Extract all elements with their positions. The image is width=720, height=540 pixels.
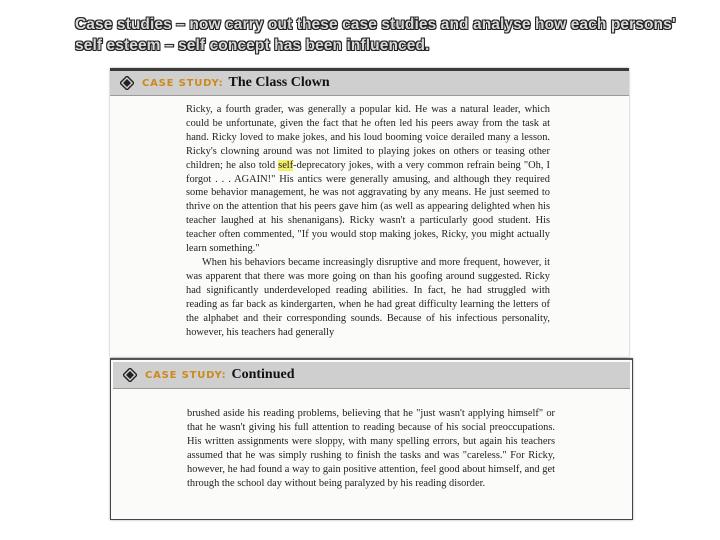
- slide-title: Case studies – now carry out these case studies and analyse how each persons' self esteem – self concept has been influenced.: [75, 16, 676, 54]
- body-paragraph: brushed aside his reading problems, believing that he "just wasn't applying himself" or that he wasn't giving his full attention to reading because of his social preoccupations. His written assignments were sloppy, with many spelling errors, but again his teachers assumed that he was simply rushing to finish the tasks and was "careless." For Ricky, however, he had found a way to gain positive attention, feel good about himself, and get through the school day without being paralyzed by his reading disorder.: [187, 408, 555, 489]
- body-text-run: -deprecatory jokes, with a very common refrain being "Oh, I forgot . . . AGAIN!" His antics were generally amusing, and although they required some behavior management, he was not aggravating by any means. He just seemed to thrive on the attention that his peers gave him (as well as appearing delighted when his teacher laughed at his shenanigans). Ricky wasn't a particularly good student. His teacher often commented, "If you would stop making jokes, Ricky, you might actually learn something.": [186, 159, 551, 255]
- case-study-header: [110, 71, 629, 96]
- diamond-arrow-icon: [123, 368, 137, 382]
- body-text-run: Ricky, a fourth grader, was generally a popular kid. He was a natural leader, which could be unfortunate, given the fact that he often led his peers away from the task at hand. Ricky loved to make jokes, and his loud booming voice derailed many a lesson. Ricky's clowning around was not limited to playing jokes on others or teasing other children; he also told: [186, 104, 550, 171]
- case-study-label: CASE STUDY:: [145, 369, 227, 381]
- case-study-header: [113, 362, 630, 389]
- body-paragraph: [186, 103, 550, 256]
- diamond-arrow-icon: [120, 76, 134, 90]
- case-study-body: [187, 407, 555, 490]
- case-study-title: The Class Clown: [228, 75, 330, 90]
- case-study-scan-1: [110, 68, 629, 357]
- case-study-scan-2: [110, 358, 633, 520]
- body-paragraph: When his behaviors became increasingly disruptive and more frequent, however, it was apparent that there was more going on than his goofing around suggested. Ricky had significantly underdeveloped reading abilities. In fact, he had struggled with reading as far back as kindergarten, when he had great difficulty learning the letters of the alphabet and their corresponding sounds. Because of his infectious personality, however, his teachers had generally: [186, 256, 550, 338]
- case-study-title: Continued: [231, 367, 295, 382]
- case-study-body: [186, 103, 550, 339]
- highlighted-word: self: [278, 159, 294, 171]
- case-study-label: CASE STUDY:: [142, 77, 224, 89]
